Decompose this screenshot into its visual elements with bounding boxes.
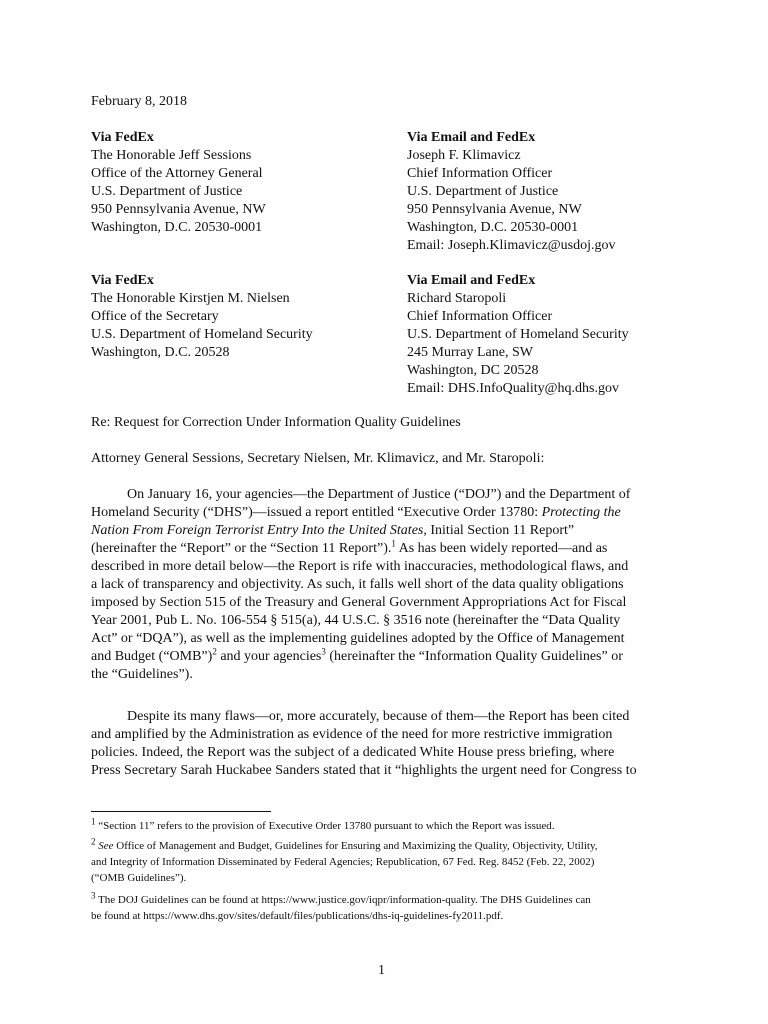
address-line: 950 Pennsylvania Avenue, NW [91, 202, 266, 217]
footnote-line: and Integrity of Information Disseminated by Federal Agencies; Republication, 67 Fed. Reg. 8452 (Feb. 22, 2002) [91, 856, 595, 868]
recipient-dhs-cio [407, 272, 629, 398]
recipient-dhs-secretary [91, 272, 313, 362]
address-line: U.S. Department of Justice [91, 184, 243, 199]
address-line: Washington, D.C. 20530-0001 [91, 220, 263, 235]
paragraph-line [91, 504, 681, 522]
address-line: The Honorable Jeff Sessions [91, 148, 252, 163]
salutation: Attorney General Sessions, Secretary Nielsen, Mr. Klimavicz, and Mr. Staropoli: [91, 451, 545, 466]
text-run: , Initial Section 11 Report” [423, 523, 575, 538]
address-line: Joseph F. Klimavicz [407, 148, 521, 163]
paragraph-line: Year 2001, Pub L. No. 106-554 § 515(a), 44 U.S.C. § 3516 note (hereinafter the “Data Quality [91, 613, 621, 628]
address-line: Washington, DC 20528 [407, 363, 539, 378]
text-run: The DOJ Guidelines can be found at https://www.justice.gov/iqpr/information-quality. The DHS Guidelines can [95, 894, 591, 906]
recipient-doj-ag [91, 129, 266, 237]
footnote-line [91, 838, 681, 854]
footnote-number: 1 [91, 816, 96, 827]
address-line: U.S. Department of Homeland Security [91, 327, 313, 342]
paragraph-line: described in more detail below—the Report is rife with inaccuracies, methodological flaws, and [91, 559, 629, 574]
address-line: 245 Murray Lane, SW [407, 345, 533, 360]
paragraph-line: Press Secretary Sarah Huckabee Sanders stated that it “highlights the urgent need for Congress to [91, 763, 637, 778]
footnote-line [91, 818, 681, 834]
footnote-number: 3 [91, 890, 96, 901]
address-line: Washington, D.C. 20528 [91, 345, 230, 360]
address-line: U.S. Department of Homeland Security [407, 327, 629, 342]
paragraph-line: On January 16, your agencies—the Department of Justice (“DOJ”) and the Department of [127, 487, 631, 502]
footnote-1 [91, 818, 681, 834]
delivery-method: Via FedEx [91, 273, 154, 288]
footnote-separator [91, 811, 271, 812]
address-line: Office of the Attorney General [91, 166, 263, 181]
email-address: Email: Joseph.Klimavicz@usdoj.gov [407, 238, 616, 253]
paragraph-line: policies. Indeed, the Report was the subject of a dedicated White House press briefing, where [91, 745, 615, 760]
footnote-3 [91, 892, 681, 924]
footnote-line: (“OMB Guidelines”). [91, 872, 187, 884]
address-line: Richard Staropoli [407, 291, 507, 306]
footnote-line [91, 892, 681, 908]
address-line: Washington, D.C. 20530-0001 [407, 220, 579, 235]
text-run: “Section 11” refers to the provision of Executive Order 13780 pursuant to which the Report was issued. [95, 820, 555, 832]
delivery-method: Via Email and FedEx [407, 273, 536, 288]
paragraph-line [91, 540, 681, 558]
address-line: Office of the Secretary [91, 309, 219, 324]
text-run: Homeland Security (“DHS”)—issued a report entitled “Executive Order 13780: [91, 505, 542, 520]
address-line: The Honorable Kirstjen M. Nielsen [91, 291, 290, 306]
address-line: Chief Information Officer [407, 166, 553, 181]
paragraph-line [91, 522, 681, 540]
paragraph-line: imposed by Section 515 of the Treasury and General Government Appropriations Act for Fiscal [91, 595, 627, 610]
footnote-2 [91, 838, 681, 886]
paragraph-line: the “Guidelines”). [91, 667, 193, 682]
text-run: As has been widely reported—and as [395, 541, 608, 556]
recipient-doj-cio [407, 129, 615, 255]
text-run: and your agencies [216, 649, 322, 664]
subject-line: Re: Request for Correction Under Information Quality Guidelines [91, 415, 461, 430]
footnote-number: 2 [91, 836, 96, 847]
report-title-italic: Protecting the [541, 505, 621, 520]
paragraph-line: and amplified by the Administration as evidence of the need for more restrictive immigration [91, 727, 613, 742]
footnote-ref[interactable]: 3 [321, 646, 326, 657]
text-run: and Budget (“OMB”) [91, 649, 213, 664]
page-number: 1 [378, 963, 385, 978]
email-address: Email: DHS.InfoQuality@hq.dhs.gov [407, 381, 619, 396]
paragraph-line: a lack of transparency and objectivity. As such, it falls well short of the data quality obligations [91, 577, 624, 592]
paragraph-line [91, 648, 681, 666]
address-line: 950 Pennsylvania Avenue, NW [407, 202, 582, 217]
delivery-method: Via Email and FedEx [407, 130, 536, 145]
paragraph-line: Despite its many flaws—or, more accurately, because of them—the Report has been cited [127, 709, 630, 724]
text-run: Office of Management and Budget, Guidelines for Ensuring and Maximizing the Quality, Objectivity, Utility, [113, 840, 598, 852]
report-title-italic: Nation From Foreign Terrorist Entry Into the United States [91, 523, 424, 538]
footnote-ref[interactable]: 1 [391, 538, 396, 549]
text-run: (hereinafter the “Information Quality Guidelines” or [325, 649, 623, 664]
signal-italic: See [98, 840, 114, 852]
body-paragraph-1 [91, 486, 681, 684]
body-paragraph-2 [91, 708, 681, 780]
address-line: Chief Information Officer [407, 309, 553, 324]
letter-date: February 8, 2018 [91, 94, 188, 109]
delivery-method: Via FedEx [91, 130, 154, 145]
footnote-ref[interactable]: 2 [212, 646, 217, 657]
text-run: (hereinafter the “Report” or the “Section 11 Report”). [91, 541, 392, 556]
footnote-line: be found at https://www.dhs.gov/sites/default/files/publications/dhs-iq-guidelines-fy2011.pdf. [91, 910, 504, 922]
address-line: U.S. Department of Justice [407, 184, 559, 199]
paragraph-line: Act” or “DQA”), as well as the implementing guidelines adopted by the Office of Management [91, 631, 625, 646]
